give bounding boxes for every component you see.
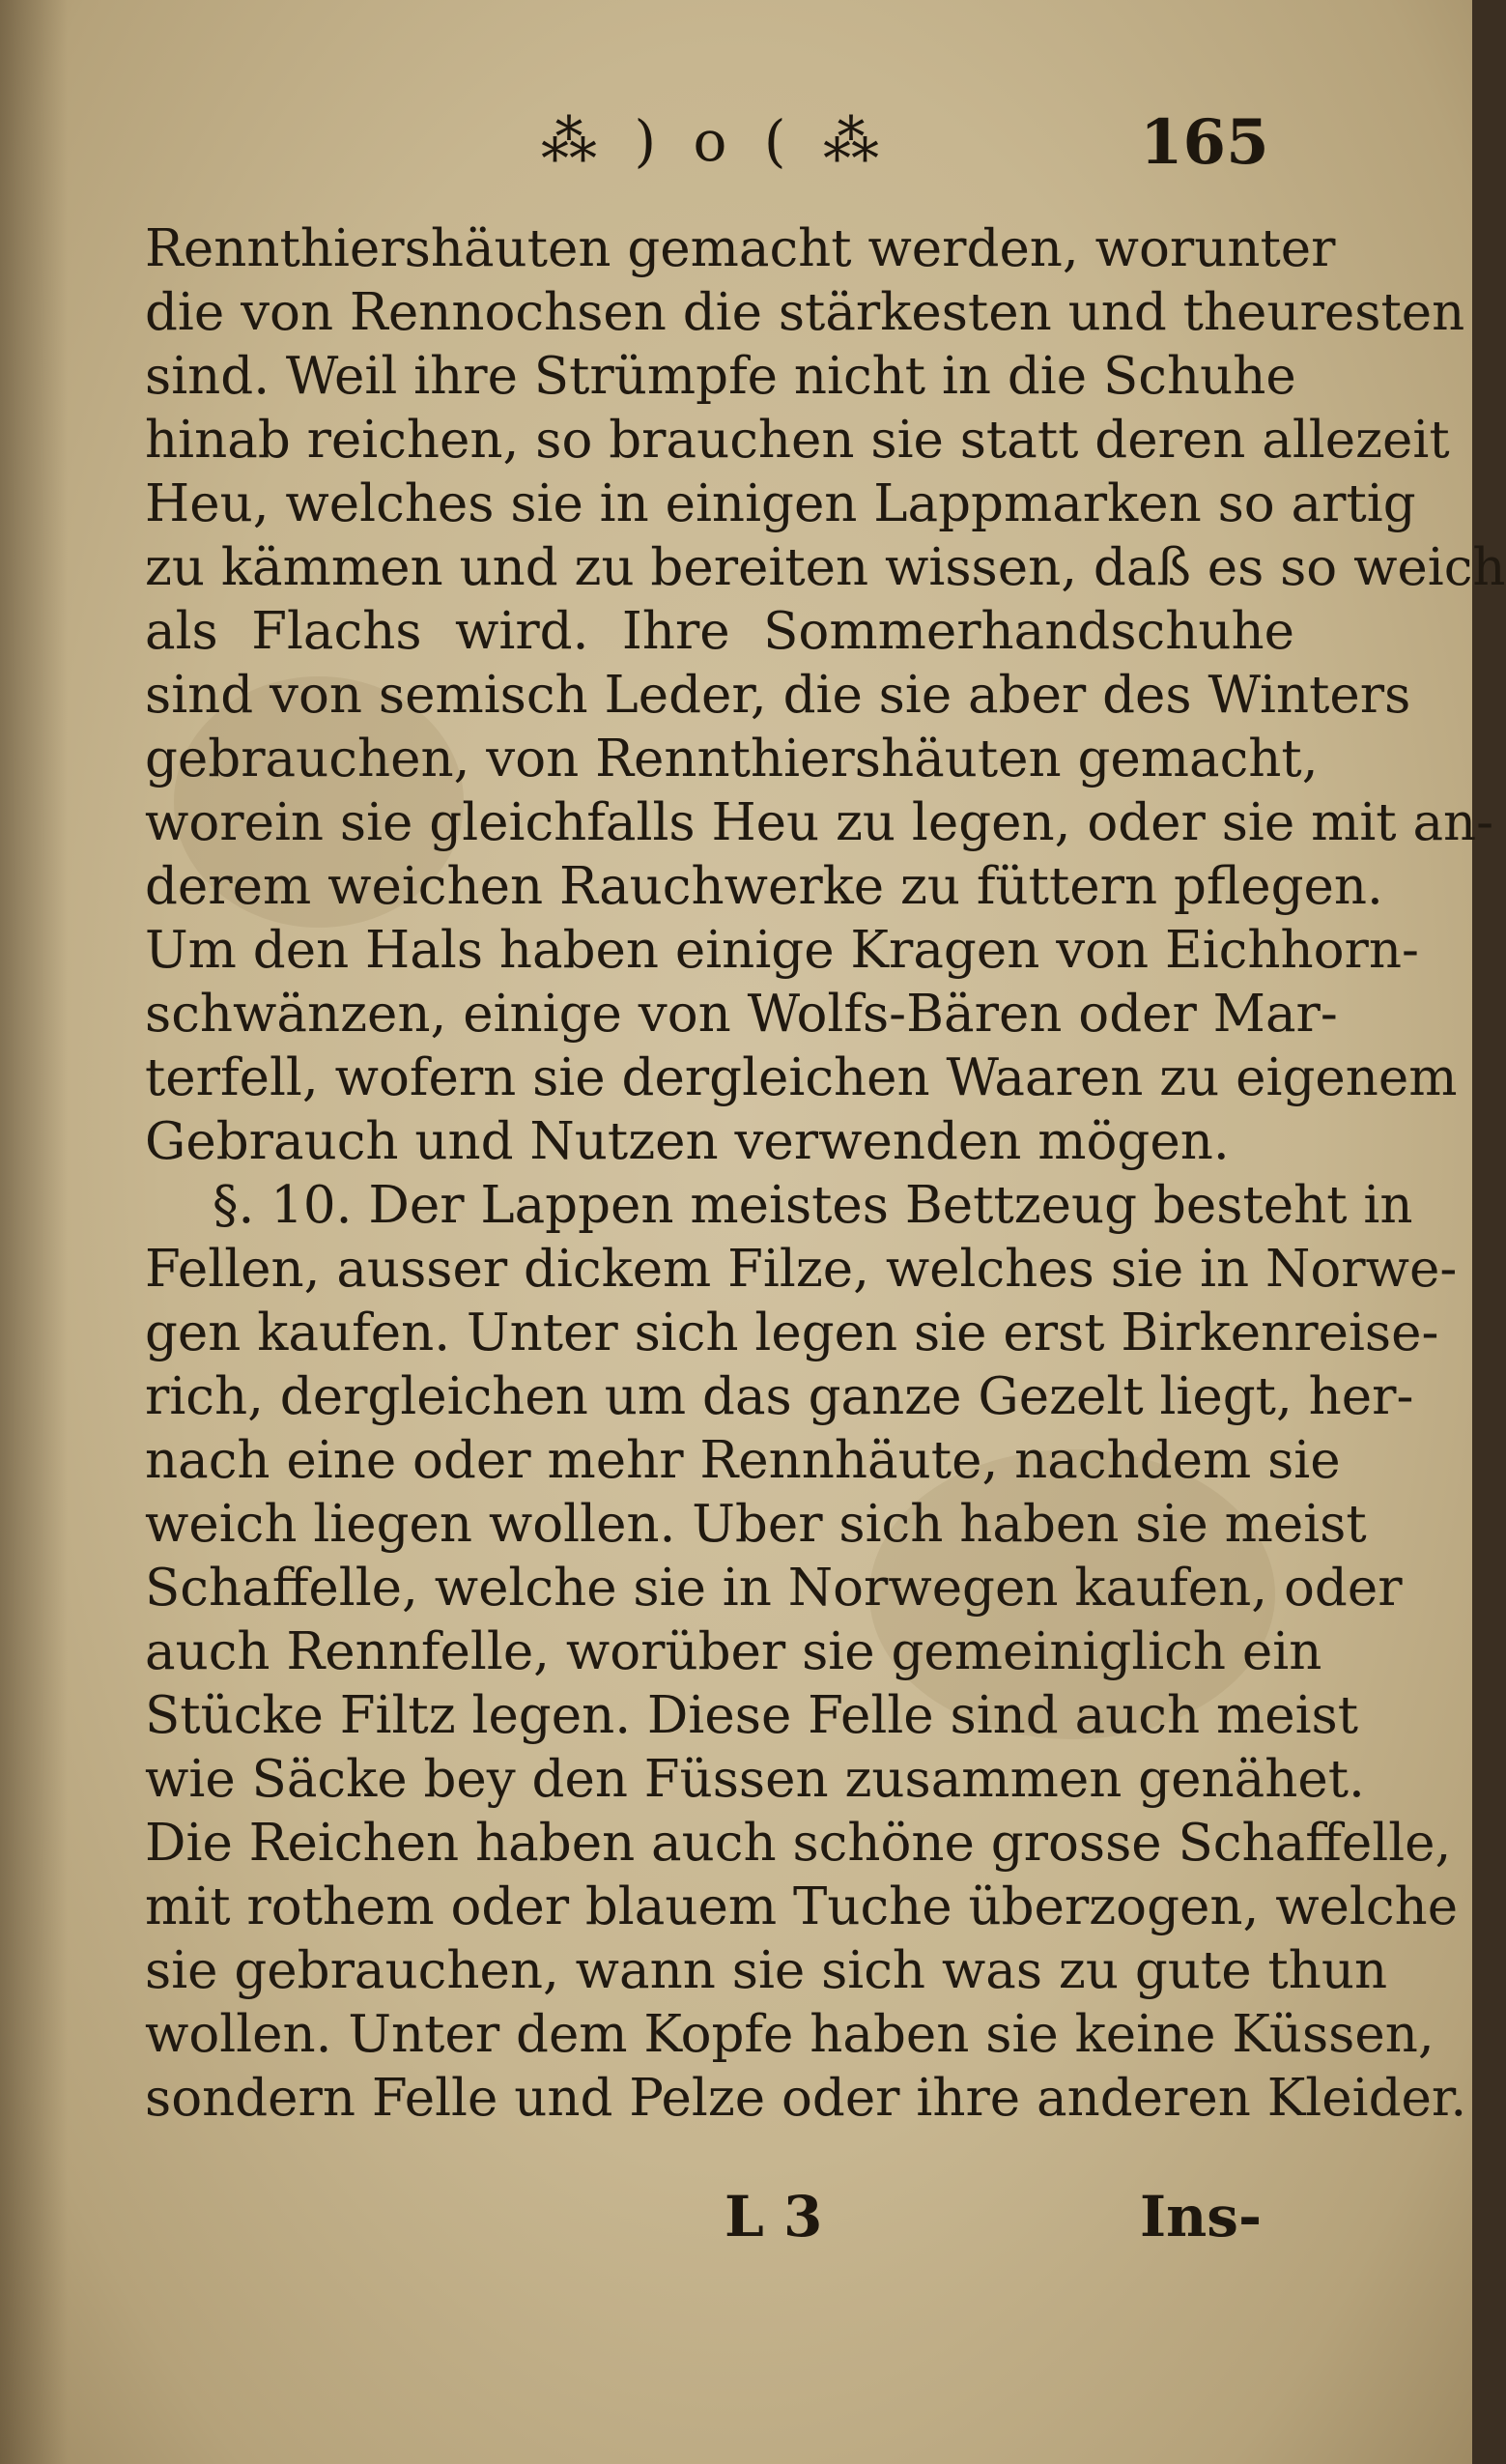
text-line: wollen. Unter dem Kopfe haben sie keine Küssen, [145,2005,1435,2064]
text-line: auch Rennfelle, worüber sie gemeiniglich ein [145,1622,1322,1681]
text-line: Gebrauch und Nutzen verwenden mögen. [145,1112,1230,1171]
text-line: terfell, wofern sie dergleichen Waaren zu eigenem [145,1048,1458,1107]
text-line: die von Rennochsen die stärkesten und theuresten [145,283,1465,342]
text-line: sie gebrauchen, wann sie sich was zu gute thun [145,1941,1388,2000]
text-line: gen kaufen. Unter sich legen sie erst Birkenreise- [145,1304,1439,1362]
body-text [145,217,1506,2131]
text-line: als Flachs wird. Ihre Sommerhandschuhe [145,602,1294,661]
header-ornament: ⁂ ) o ( ⁂ [541,108,889,174]
text-line: worein sie gleichfalls Heu zu legen, oder sie mit an- [145,793,1494,852]
text-line: gebrauchen, von Rennthiershäuten gemacht, [145,730,1319,788]
text-line: rich, dergleichen um das ganze Gezelt liegt, her- [145,1367,1414,1426]
text-line: zu kämmen und zu bereiten wissen, daß es so weich [145,538,1506,597]
catchword: Ins- [1140,2184,1263,2249]
signature-mark: L 3 [725,2184,823,2249]
text-line: schwänzen, einige von Wolfs-Bären oder Mar- [145,985,1338,1044]
text-line: Schaffelle, welche sie in Norwegen kaufen, oder [145,1559,1403,1618]
page-footer [0,2184,1472,2271]
text-line: wie Säcke bey den Füssen zusammen genähet. [145,1750,1365,1809]
section-heading-line: §. 10. Der Lappen meistes Bettzeug besteht in [213,1176,1413,1235]
binding-shadow [0,0,68,2464]
text-line: hinab reichen, so brauchen sie statt deren allezeit [145,411,1450,470]
text-line: sind von semisch Leder, die sie aber des Winters [145,666,1411,725]
text-line: sondern Felle und Pelze oder ihre anderen Kleider. [145,2069,1467,2128]
text-line: Die Reichen haben auch schöne grosse Schaffelle, [145,1814,1452,1873]
text-line: Rennthiershäuten gemacht werden, worunter [145,219,1336,278]
page-header [0,97,1472,184]
text-line: Stücke Filtz legen. Diese Felle sind auch meist [145,1686,1359,1745]
text-line: Um den Hals haben einige Kragen von Eichhorn- [145,921,1419,980]
text-line: weich liegen wollen. Uber sich haben sie meist [145,1495,1367,1554]
text-line: nach eine oder mehr Rennhäute, nachdem sie [145,1431,1341,1490]
text-line: Heu, welches sie in einigen Lappmarken so artig [145,474,1416,533]
text-line: Fellen, ausser dickem Filze, welches sie in Norwe- [145,1240,1458,1299]
text-line: derem weichen Rauchwerke zu füttern pflegen. [145,857,1383,916]
page-number: 165 [1140,106,1269,179]
text-line: mit rothem oder blauem Tuche überzogen, welche [145,1877,1459,1936]
text-line: sind. Weil ihre Strümpfe nicht in die Schuhe [145,347,1296,406]
